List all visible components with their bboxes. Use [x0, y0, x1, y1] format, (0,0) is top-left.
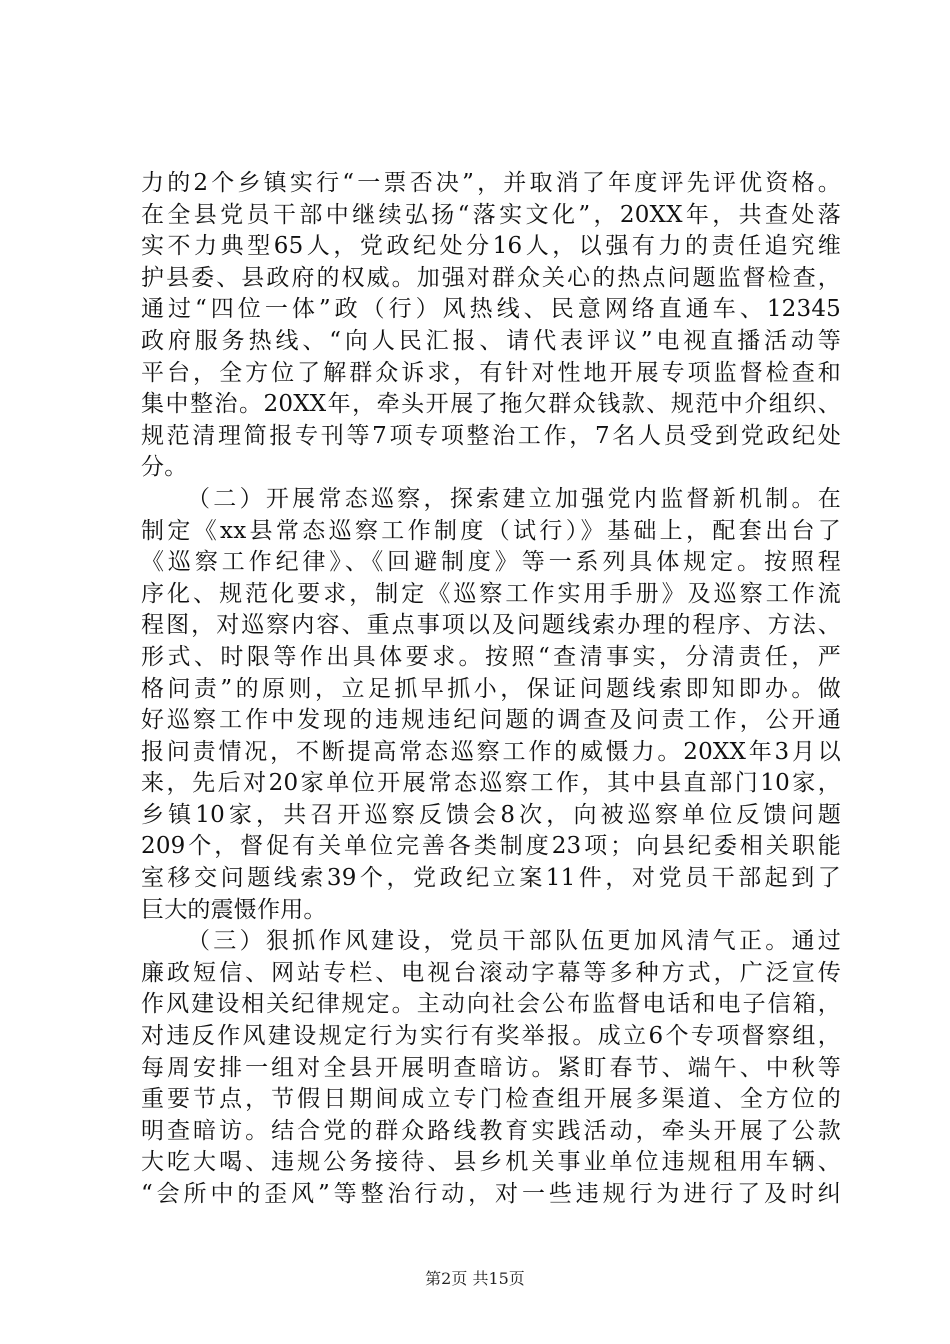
text-line: 廉政短信、网站专栏、电视台滚动字幕等多种方式，广泛宣传	[141, 959, 841, 986]
text-line: “会所中的歪风”等整治行动，对一些违规行为进行了及时纠	[141, 1181, 841, 1207]
text-line: 好巡察工作中发现的违规违纪问题的调查及问责工作，公开通	[141, 707, 841, 734]
text-line: 每周安排一组对全县开展明查暗访。紧盯春节、端午、中秋等	[141, 1054, 841, 1081]
text-line: 政府服务热线、“向人民汇报、请代表评议”电视直播活动等	[141, 327, 841, 354]
text-line: 通过“四位一体”政（行）风热线、民意网络直通车、12345	[141, 296, 841, 323]
text-line: 乡镇10家，共召开巡察反馈会8次，向被巡察单位反馈问题	[141, 801, 841, 828]
text-line: 重要节点，节假日期间成立专门检查组开展多渠道、全方位的	[141, 1086, 841, 1113]
text-line: 在全县党员干部中继续弘扬“落实文化”，20XX年，共查处落	[141, 201, 841, 228]
text-line: 规范清理简报专刊等7项专项整治工作，7名人员受到党政纪处	[141, 422, 841, 449]
paragraph-2	[141, 484, 841, 926]
page-number-footer: 第2页 共15页	[425, 1269, 525, 1288]
text-line: 对违反作风建设规定行为实行有奖举报。成立6个专项督察组，	[141, 1023, 841, 1050]
text-line: 来，先后对20家单位开展常态巡察工作，其中县直部门10家，	[141, 770, 841, 797]
text-line: 护县委、县政府的权威。加强对群众关心的热点问题监督检查，	[141, 264, 841, 291]
text-line: 集中整治。20XX年，牵头开展了拖欠群众钱款、规范中介组织、	[141, 391, 841, 418]
text-line: 平台，全方位了解群众诉求，有针对性地开展专项监督检查和	[141, 359, 841, 386]
text-line: 作风建设相关纪律规定。主动向社会公布监督电话和电子信箱，	[141, 991, 841, 1018]
text-line: 室移交问题线索39个，党政纪立案11件，对党员干部起到了	[141, 865, 841, 892]
text-line: 力的2个乡镇实行“一票否决”，并取消了年度评先评优资格。	[141, 170, 841, 196]
text-line: 序化、规范化要求，制定《巡察工作实用手册》及巡察工作流	[141, 580, 841, 607]
text-line: 大吃大喝、违规公务接待、县乡机关事业单位违规租用车辆、	[141, 1149, 841, 1176]
paragraph-heading-line: （三）狠抓作风建设，党员干部队伍更加风清气正。通过	[187, 928, 841, 955]
text-line: 《巡察工作纪律》、《回避制度》等一系列具体规定。按照程	[141, 549, 841, 576]
text-line: 实不力典型65人，党政纪处分16人，以强有力的责任追究维	[141, 233, 841, 260]
text-line: 程图，对巡察内容、重点事项以及问题线索办理的程序、方法、	[141, 612, 841, 639]
text-line: 制定《xx县常态巡察工作制度（试行）》基础上，配套出台了	[141, 517, 841, 544]
paragraph-3	[141, 926, 841, 1210]
text-line: 分。	[141, 454, 188, 481]
text-line: 明查暗访。结合党的群众路线教育实践活动，牵头开展了公款	[141, 1117, 841, 1144]
text-line: 形式、时限等作出具体要求。按照“查清事实，分清责任，严	[141, 643, 841, 670]
text-line: 报问责情况，不断提高常态巡察工作的威慑力。20XX年3月以	[141, 738, 841, 765]
paragraph-1	[141, 168, 841, 484]
paragraph-heading-line: （二）开展常态巡察，探索建立加强党内监督新机制。在	[187, 485, 841, 512]
text-line: 巨大的震慑作用。	[141, 896, 327, 923]
document-body	[141, 168, 841, 1211]
text-line: 209个，督促有关单位完善各类制度23项；向县纪委相关职能	[141, 833, 841, 860]
text-line: 格问责”的原则，立足抓早抓小，保证问题线索即知即办。做	[141, 675, 841, 702]
